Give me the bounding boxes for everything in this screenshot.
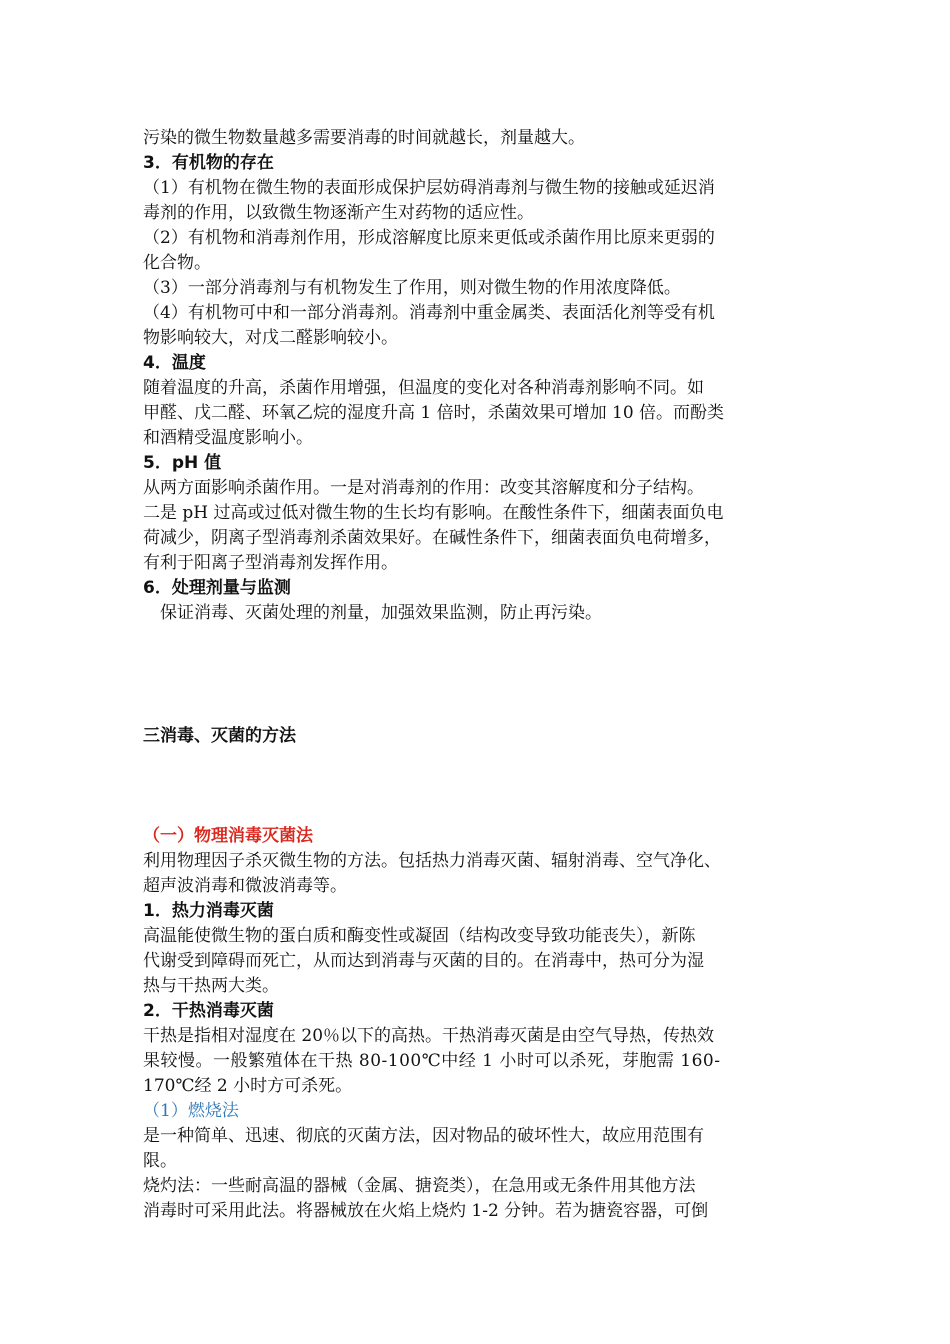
heading-ph: 5．pH 值 bbox=[143, 453, 222, 473]
heading-temperature: 4．温度 bbox=[143, 353, 206, 373]
paragraph-line: 热与干热两大类。 bbox=[143, 976, 279, 996]
paragraph-line: （4）有机物可中和一部分消毒剂。消毒剂中重金属类、表面活化剂等受有机 bbox=[143, 303, 715, 323]
paragraph-line: 荷减少，阴离子型消毒剂杀菌效果好。在碱性条件下，细菌表面负电荷增多， bbox=[143, 528, 721, 548]
paragraph-line: 有利于阳离子型消毒剂发挥作用。 bbox=[143, 553, 398, 573]
paragraph-line: 170℃经 2 小时方可杀死。 bbox=[143, 1076, 353, 1096]
paragraph-line: 从两方面影响杀菌作用。一是对消毒剂的作用：改变其溶解度和分子结构。 bbox=[143, 478, 704, 498]
paragraph-line: 污染的微生物数量越多需要消毒的时间就越长，剂量越大。 bbox=[143, 128, 585, 148]
paragraph-line: 是一种简单、迅速、彻底的灭菌方法，因对物品的破坏性大，故应用范围有 bbox=[143, 1126, 704, 1146]
paragraph-line: （2）有机物和消毒剂作用，形成溶解度比原来更低或杀菌作用比原来更弱的 bbox=[143, 228, 715, 248]
paragraph-line: 甲醛、戊二醛、环氧乙烷的湿度升高 1 倍时，杀菌效果可增加 10 倍。而酚类 bbox=[143, 403, 725, 423]
paragraph-line: 烧灼法：一些耐高温的器械（金属、搪瓷类），在急用或无条件用其他方法 bbox=[143, 1176, 696, 1196]
paragraph-line: 随着温度的升高，杀菌作用增强，但温度的变化对各种消毒剂影响不同。如 bbox=[143, 378, 704, 398]
paragraph-line: 高温能使微生物的蛋白质和酶变性或凝固（结构改变导致功能丧失），新陈 bbox=[143, 926, 696, 946]
section-heading-methods: 三消毒、灭菌的方法 bbox=[143, 726, 296, 746]
paragraph-line: （1）有机物在微生物的表面形成保护层妨碍消毒剂与微生物的接触或延迟消 bbox=[143, 178, 715, 198]
paragraph-line: 利用物理因子杀灭微生物的方法。包括热力消毒灭菌、辐射消毒、空气净化、 bbox=[143, 851, 721, 871]
paragraph-line: 和酒精受温度影响小。 bbox=[143, 428, 313, 448]
method-heading-burning: （1）燃烧法 bbox=[143, 1101, 239, 1121]
paragraph-line: （3）一部分消毒剂与有机物发生了作用，则对微生物的作用浓度降低。 bbox=[143, 278, 681, 298]
heading-dose-monitoring: 6．处理剂量与监测 bbox=[143, 578, 291, 598]
paragraph-line: 果较慢。一般繁殖体在干热 80-100℃中经 1 小时可以杀死，芽胞需 160- bbox=[143, 1051, 721, 1071]
paragraph-line: 限。 bbox=[143, 1151, 177, 1171]
paragraph-line: 代谢受到障碍而死亡，从而达到消毒与灭菌的目的。在消毒中，热可分为湿 bbox=[143, 951, 704, 971]
paragraph-line: 消毒时可采用此法。将器械放在火焰上烧灼 1-2 分钟。若为搪瓷容器，可倒 bbox=[143, 1201, 709, 1221]
heading-heat-sterilization: 1．热力消毒灭菌 bbox=[143, 901, 274, 921]
subsection-heading-physical: （一）物理消毒灭菌法 bbox=[143, 826, 313, 846]
paragraph-line: 化合物。 bbox=[143, 253, 211, 273]
paragraph-line: 物影响较大，对戊二醛影响较小。 bbox=[143, 328, 398, 348]
heading-organic-matter: 3．有机物的存在 bbox=[143, 153, 274, 173]
paragraph-line: 毒剂的作用，以致微生物逐渐产生对药物的适应性。 bbox=[143, 203, 534, 223]
heading-dry-heat: 2．干热消毒灭菌 bbox=[143, 1001, 274, 1021]
paragraph-line: 保证消毒、灭菌处理的剂量，加强效果监测，防止再污染。 bbox=[143, 603, 602, 623]
paragraph-line: 干热是指相对湿度在 20％以下的高热。干热消毒灭菌是由空气导热，传热效 bbox=[143, 1026, 715, 1046]
paragraph-line: 超声波消毒和微波消毒等。 bbox=[143, 876, 347, 896]
paragraph-line: 二是 pH 过高或过低对微生物的生长均有影响。在酸性条件下，细菌表面负电 bbox=[143, 503, 724, 523]
